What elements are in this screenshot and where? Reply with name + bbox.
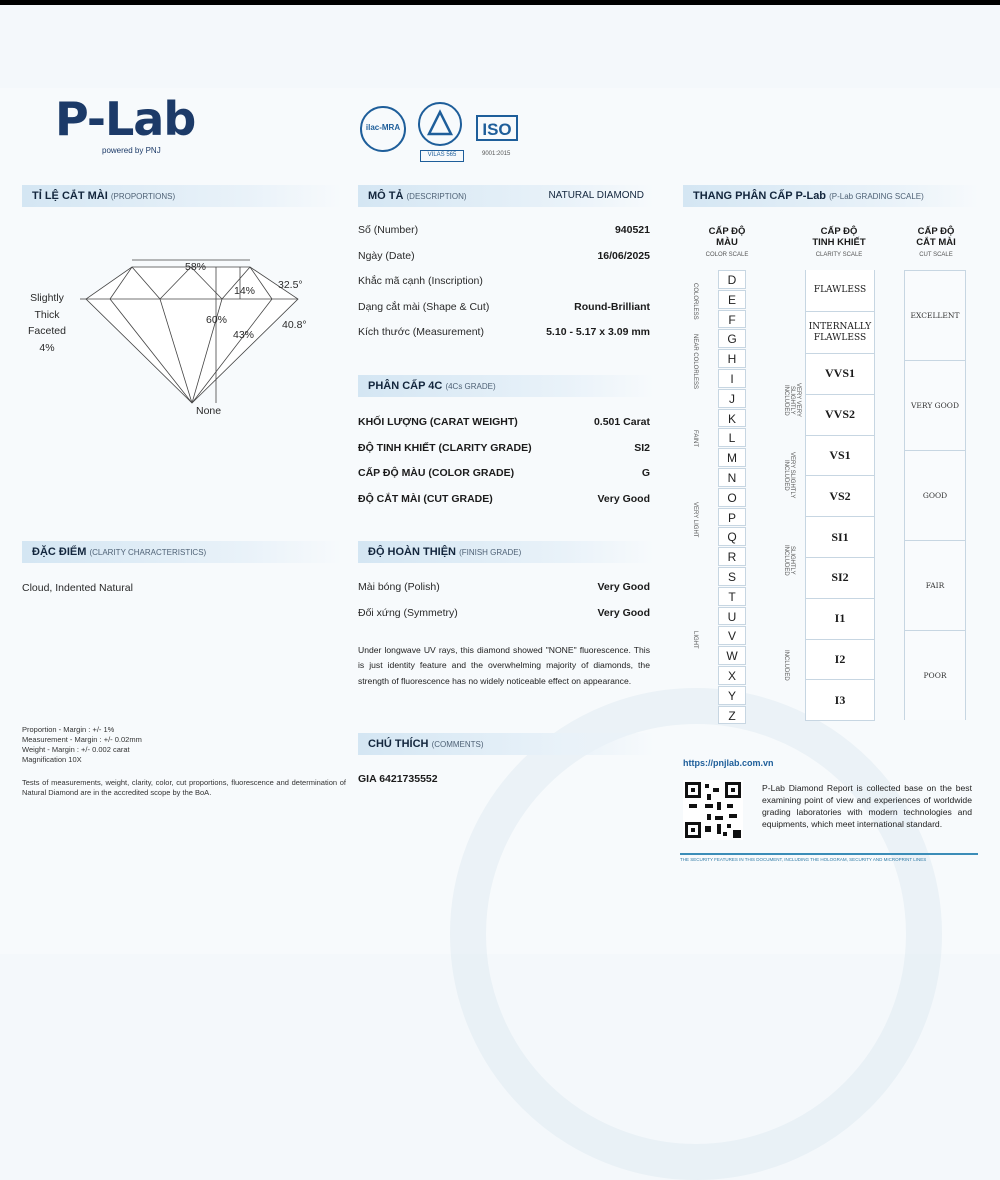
vilas-badge [418,102,462,146]
clarity-scale-header: CẤP ĐỘ TINH KHIẾT CLARITY SCALE [812,226,866,258]
girdle-description: Slightly Thick Faceted 4% [28,292,66,354]
finish-list [358,581,650,632]
diamond-type: NATURAL DIAMOND [548,190,644,201]
color-grade-d: D [718,270,746,289]
qr-code-icon [683,780,743,840]
color-grade-x: X [718,666,746,685]
scope-note: Tests of measurements, weight, clarity, color, cut proportions, fluorescence and determination of Natural Diamond are in the accredited scope by the BoA. [22,778,346,797]
margin-notes: Proportion - Margin : +/- 1% Measurement - Margin : +/- 0.02mm Weight - Margin : +/- 0.002 carat Magnification 10X [22,725,142,764]
finish-row: Đối xứng (Symmetry) Very Good [358,606,650,619]
website-link[interactable]: https://pnjlab.com.vn [683,758,774,768]
color-grade-u: U [718,607,746,626]
color-grade-i: I [718,369,746,388]
finish-row: Mài bóng (Polish) Very Good [358,581,650,593]
color-letters-column [718,270,746,725]
description-list [358,224,650,352]
pavilion-depth: 43% [233,329,255,341]
cut-scale-header: CẤP ĐỘ CẮT MÀI CUT SCALE [916,226,956,258]
color-group-very-light: VERY LIGHT [692,502,698,538]
clarity-characteristics-header: ĐẶC ĐIỂM (CLARITY CHARACTERISTICS) [22,541,342,563]
cut-grade-very-good: VERY GOOD [905,360,965,450]
color-grade-l: L [718,428,746,447]
color-grade-q: Q [718,527,746,546]
vilas-label: VILAS 565 [420,150,464,162]
description-row: Ngày (Date) 16/06/2025 [358,249,650,262]
color-grade-v: V [718,626,746,645]
clarity-grade-i3: I3 [806,680,874,721]
color-group-light: LIGHT [692,631,698,649]
color-grade-h: H [718,349,746,368]
clarity-grades-column [805,270,875,721]
clarity-grade-si1: SI1 [806,517,874,558]
color-grade-o: O [718,488,746,507]
clarity-grade-vs2: VS2 [806,476,874,517]
comments-value: GIA 6421735552 [358,773,438,785]
color-grade-g: G [718,329,746,348]
top-edge [0,0,1000,5]
color-group-faint: FAINT [692,430,698,448]
table-percentage: 58% [185,261,207,273]
cut-grades-column [904,270,966,720]
grading-scale-header: THANG PHÂN CẤP P-Lab (P-Lab GRADING SCALE) [683,185,979,207]
description-row: Số (Number) 940521 [358,224,650,236]
grade-row: CẤP ĐỘ MÀU (COLOR GRADE) G [358,467,650,480]
grade-4c-header: PHÂN CẤP 4C (4Cs GRADE) [358,375,654,397]
clarity-grade-si2: SI2 [806,558,874,599]
color-grade-e: E [718,290,746,309]
color-grade-r: R [718,547,746,566]
cut-grade-fair: FAIR [905,540,965,630]
clarity-grade-i2: I2 [806,640,874,681]
color-grade-n: N [718,468,746,487]
clarity-grade-vs1: VS1 [806,436,874,477]
clarity-group-included: INCLUDED [783,649,789,681]
comments-header: CHÚ THÍCH (COMMENTS) [358,733,654,755]
color-grade-t: T [718,587,746,606]
crown-height: 14% [234,285,256,297]
color-grade-p: P [718,508,746,527]
clarity-grade-vvs1: VVS1 [806,354,874,395]
color-group-colorless: COLORLESS [692,282,698,320]
description-header: MÔ TẢ (DESCRIPTION) NATURAL DIAMOND [358,185,654,207]
total-depth: 60% [206,314,228,326]
clarity-grade-flawless: FLAWLESS [806,270,874,312]
report-note: P-Lab Diamond Report is collected base on the best examining point of view and experiences of worldwide grading laboratories with modern technologies and equipments, which meet international standard. [762,783,972,829]
clarity-group-vvs: VERY VERY SLIGHTLY INCLUDED [783,382,801,418]
culet-value: None [196,405,222,417]
color-grade-s: S [718,567,746,586]
iso-standard: 9001:2015 [482,151,511,157]
grade-row: KHỐI LƯỢNG (CARAT WEIGHT) 0.501 Carat [358,416,650,428]
color-grade-z: Z [718,706,746,725]
grade-row: ĐỘ TINH KHIẾT (CLARITY GRADE) SI2 [358,441,650,454]
fluorescence-note: Under longwave UV rays, this diamond showed "NONE" fluorescence. This is just identity feature and the overwhelming majority of diamonds, the strength of fluorescence has no widely noticeable effect on appearance. [358,645,650,686]
logo-subtitle: powered by PNJ [102,146,161,155]
grade-row: ĐỘ CẮT MÀI (CUT GRADE) Very Good [358,492,650,505]
security-microprint: THE SECURITY FEATURES IN THIS DOCUMENT, INCLUDING THE HOLOGRAM, SECURITY AND MICROPRINT LINES [680,857,927,862]
iso-badge: ISO [476,115,518,141]
clarity-grade-internally-flawless: INTERNALLY FLAWLESS [806,312,874,354]
color-grade-y: Y [718,686,746,705]
triangle-icon [420,104,460,144]
cut-grade-good: GOOD [905,450,965,540]
clarity-characteristics-value: Cloud, Indented Natural [22,582,133,594]
security-line [680,853,978,855]
cut-grade-excellent: EXCELLENT [905,270,965,360]
grade-4c-list [358,416,650,518]
crown-angle: 32.5° [278,279,303,291]
plab-logo: P-Lab [55,92,196,146]
color-grade-j: J [718,389,746,408]
description-row: Kích thước (Measurement) 5.10 - 5.17 x 3.09 mm [358,326,650,339]
clarity-group-vs: VERY SLIGHTLY INCLUDED [783,451,795,499]
color-grade-m: M [718,448,746,467]
color-scale-header: CẤP ĐỘ MÀU COLOR SCALE [705,226,749,258]
description-row: Dạng cắt mài (Shape & Cut) Round-Brilliant [358,300,650,313]
ilac-mra-badge: ilac-MRA [360,106,406,152]
clarity-group-si: SLIGHTLY INCLUDED [783,544,795,576]
color-grade-f: F [718,310,746,329]
color-group-near-colorless: NEAR COLORLESS [692,334,698,390]
description-row: Khắc mã cạnh (Inscription) [358,275,483,288]
clarity-grade-i1: I1 [806,599,874,640]
proportions-header: TỈ LỆ CẮT MÀI (PROPORTIONS) [22,185,342,207]
pavilion-angle: 40.8° [282,319,307,331]
cut-grade-poor: POOR [905,630,965,720]
finish-grade-header: ĐỘ HOÀN THIỆN (FINISH GRADE) [358,541,654,563]
color-grade-k: K [718,409,746,428]
clarity-grade-vvs2: VVS2 [806,395,874,436]
color-grade-w: W [718,646,746,665]
